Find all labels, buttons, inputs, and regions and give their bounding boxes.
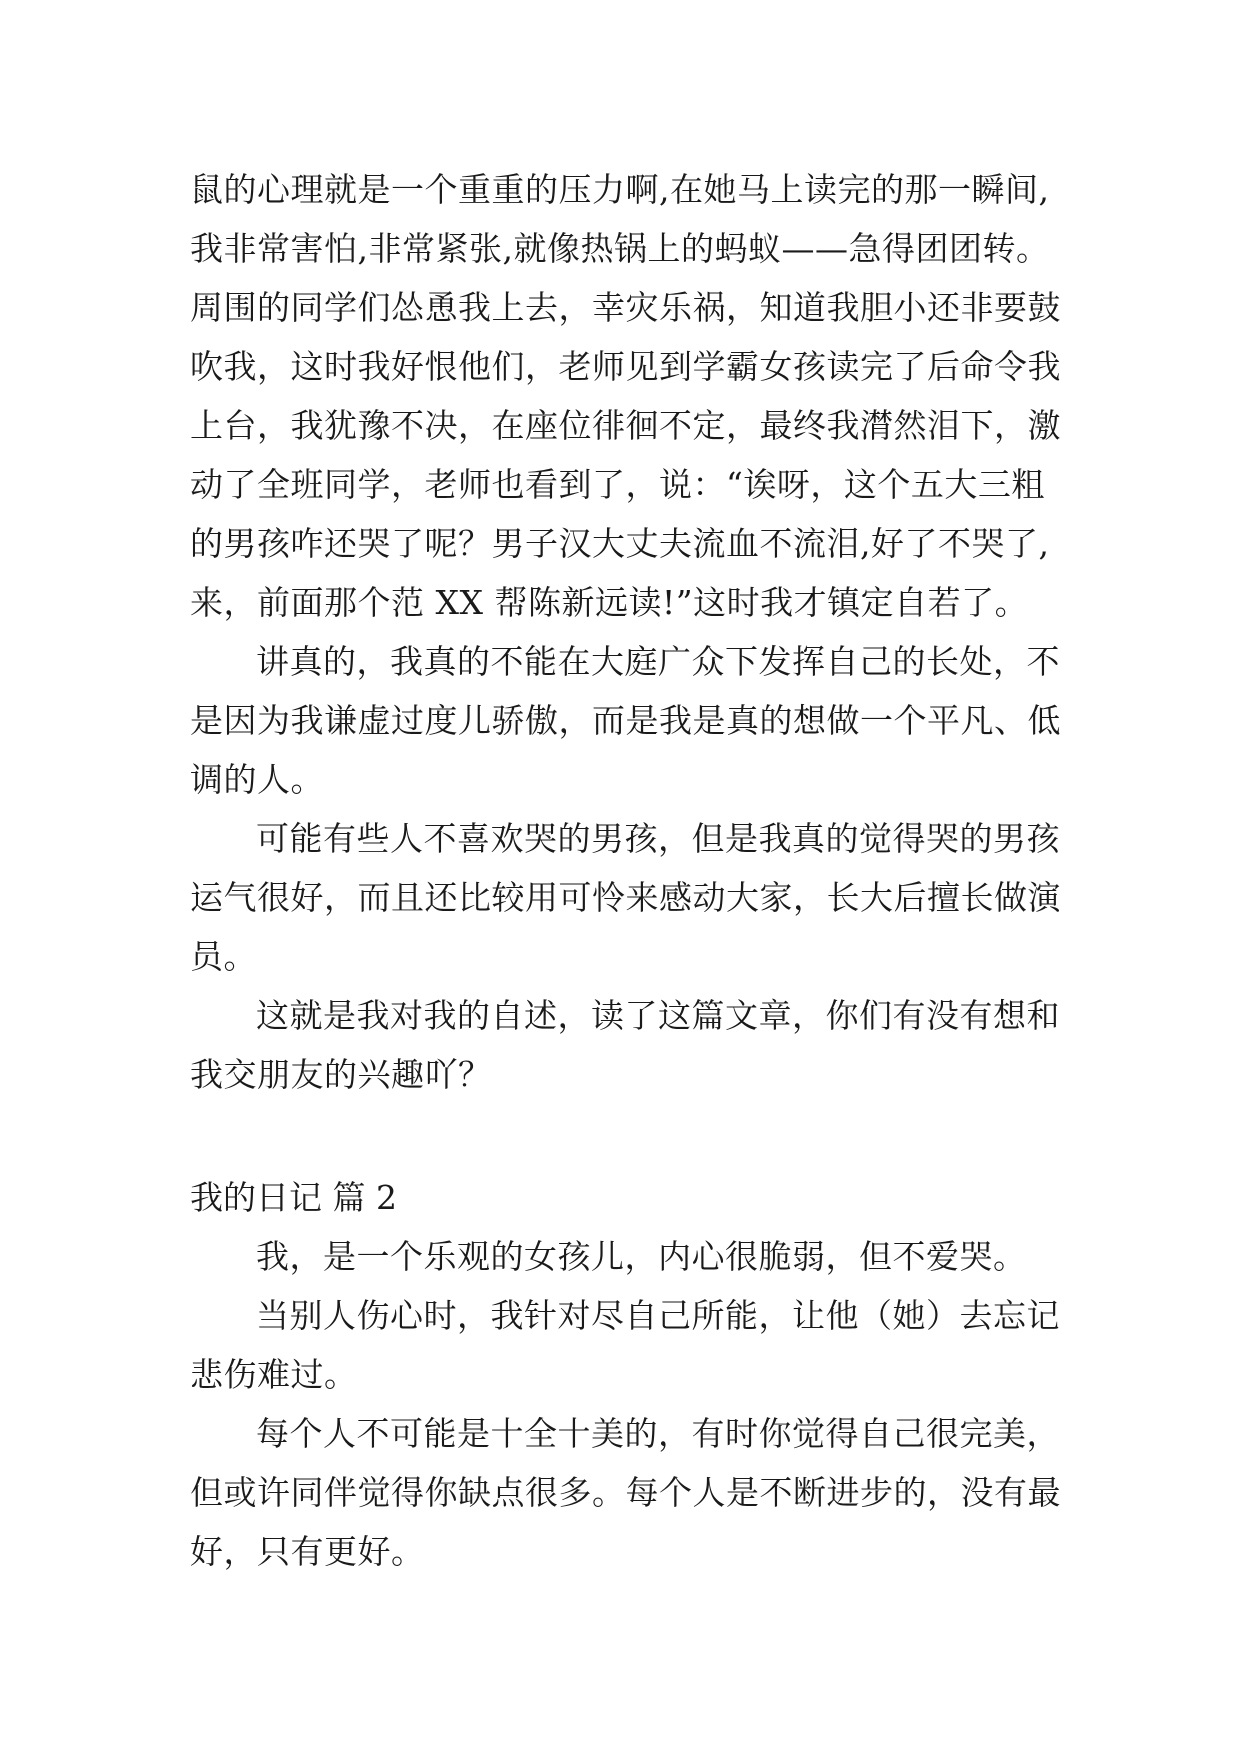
paragraph	[190, 809, 1065, 986]
text-line: 员。	[190, 937, 257, 976]
text-line: 我，是一个乐观的女孩儿，内心很脆弱，但不爱哭。	[256, 1237, 1027, 1276]
text-line: 调的人。	[190, 760, 324, 799]
paragraph	[190, 986, 1065, 1104]
text-line: 的男孩咋还哭了呢？男子汉大丈夫流血不流泪,好了不哭了,	[190, 524, 1050, 563]
text-line: 讲真的，我真的不能在大庭广众下发挥自己的长处，不	[256, 642, 1060, 681]
text-line: 悲伤难过。	[190, 1355, 358, 1394]
section-heading: 我的日记 篇 2	[190, 1178, 397, 1217]
paragraph	[190, 632, 1065, 809]
text-line: 动了全班同学，老师也看到了，说：“诶呀，这个五大三粗	[190, 465, 1045, 504]
paragraph	[190, 1227, 1065, 1286]
section-gap	[190, 1104, 1065, 1168]
text-line: 运气很好，而且还比较用可怜来感动大家，长大后擅长做演	[190, 878, 1061, 917]
text-line: 鼠的心理就是一个重重的压力啊,在她马上读完的那一瞬间,	[190, 170, 1050, 209]
text-line: 来，前面那个范 XX 帮陈新远读!”这时我才镇定自若了。	[190, 583, 1029, 622]
text-line: 我交朋友的兴趣吖？	[190, 1055, 492, 1094]
paragraph	[190, 1404, 1065, 1581]
text-line: 我非常害怕,非常紧张,就像热锅上的蚂蚁——急得团团转。	[190, 229, 1050, 268]
text-line: 当别人伤心时，我针对尽自己所能，让他（她）去忘记	[256, 1296, 1060, 1335]
text-line: 吹我，这时我好恨他们，老师见到学霸女孩读完了后命令我	[190, 347, 1061, 386]
text-line: 好，只有更好。	[190, 1532, 425, 1571]
text-line: 是因为我谦虚过度儿骄傲，而是我是真的想做一个平凡、低	[190, 701, 1061, 740]
text-line: 上台，我犹豫不决，在座位徘徊不定，最终我潸然泪下，激	[190, 406, 1061, 445]
text-line: 但或许同伴觉得你缺点很多。每个人是不断进步的，没有最	[190, 1473, 1061, 1512]
text-line: 周围的同学们怂恿我上去，幸灾乐祸，知道我胆小还非要鼓	[190, 288, 1061, 327]
text-line: 这就是我对我的自述，读了这篇文章，你们有没有想和	[256, 996, 1060, 1035]
paragraph	[190, 1286, 1065, 1404]
text-line: 可能有些人不喜欢哭的男孩，但是我真的觉得哭的男孩	[256, 819, 1060, 858]
paragraph-continued	[190, 160, 1065, 632]
text-line: 每个人不可能是十全十美的，有时你觉得自己很完美，	[256, 1414, 1060, 1453]
document-body	[190, 160, 1065, 1581]
